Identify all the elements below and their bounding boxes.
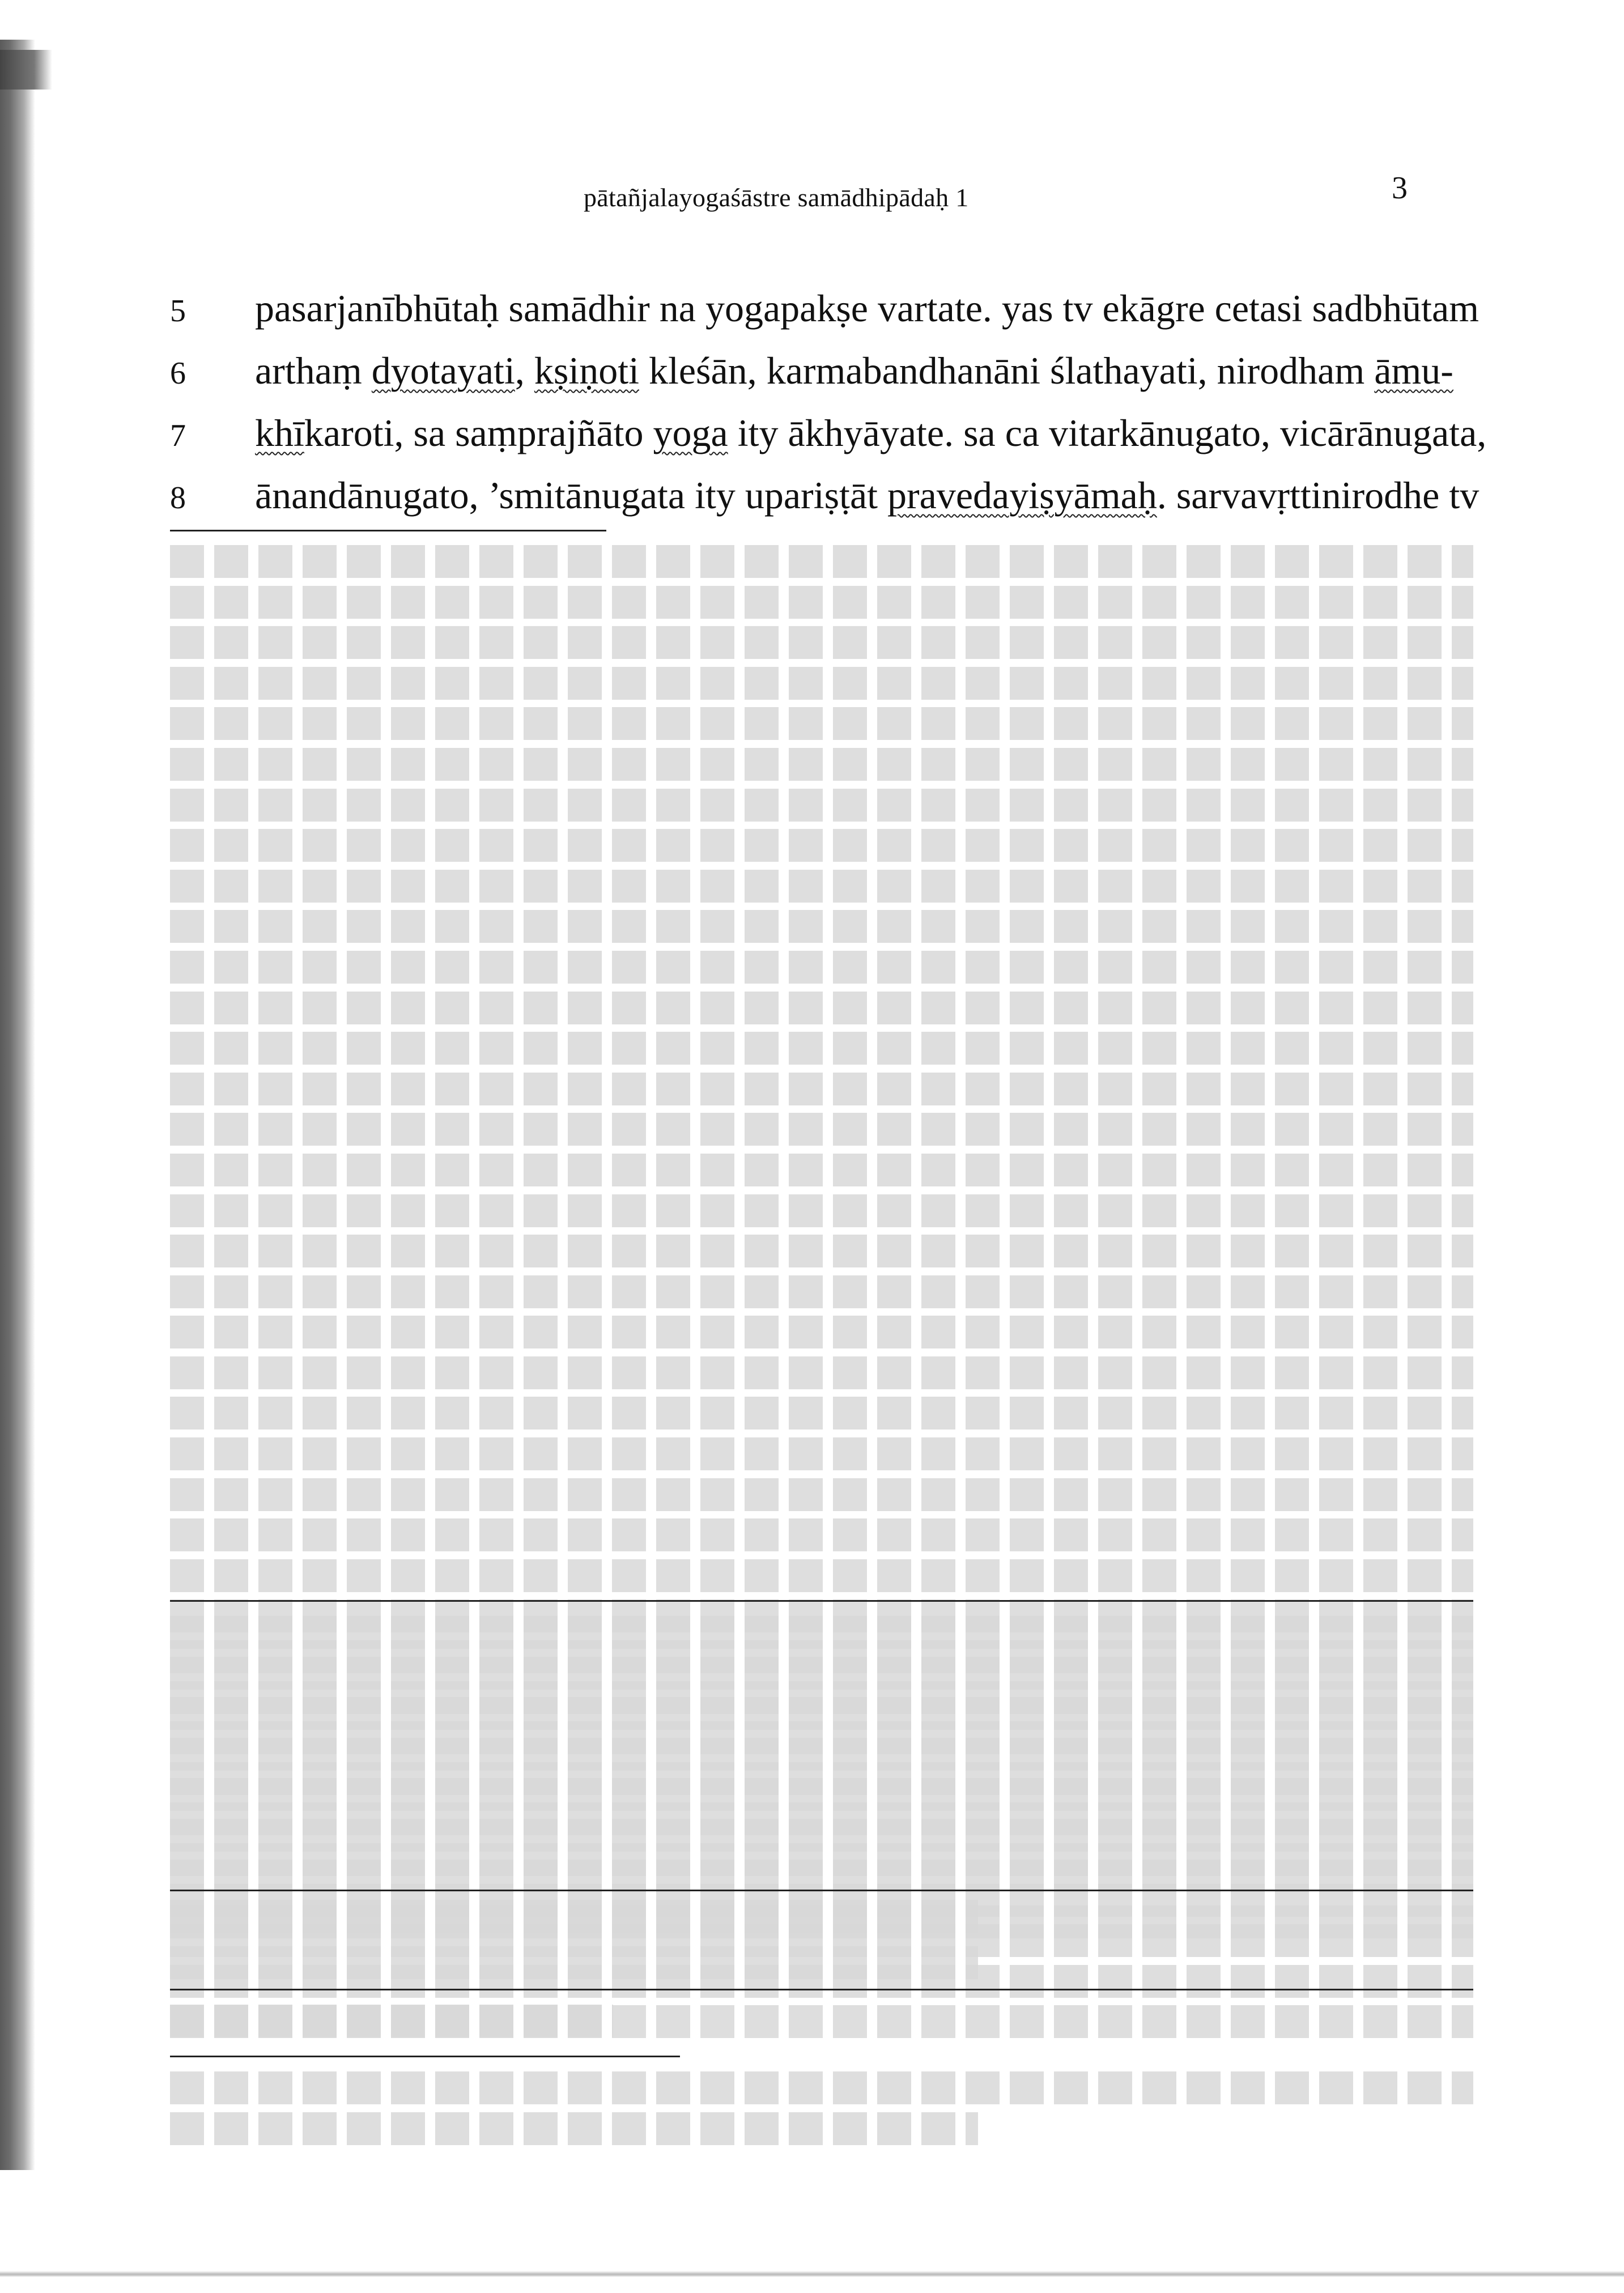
similia-apparatus [170,2005,1473,2045]
scan-edge-tab [0,50,52,90]
apparatus-line-placeholder [170,1154,1473,1186]
apparatus-line-placeholder [170,2005,613,2037]
text-segment: karoti, sa saṃprajñāto [304,411,653,454]
apparatus-separator-rule [170,1989,1473,1990]
edition-notes-apparatus [170,1905,1473,1986]
apparatus-line-placeholder [170,1657,1473,1690]
apparatus-line-placeholder [170,1559,1473,1592]
apparatus-line-placeholder [170,545,1473,578]
apparatus-line-placeholder [170,1073,1473,1105]
apparatus-line-placeholder [170,1032,1473,1065]
apparatus-separator-rule [170,1890,1473,1891]
text-segment: . sarvavṛttinirodhe tv [1157,474,1480,517]
main-text-block [170,286,1487,535]
testimonia-apparatus [170,1616,1473,1941]
apparatus-line-placeholder [170,1194,1473,1227]
apparatus-line-placeholder [170,951,1473,984]
main-text-content [255,411,1486,456]
apparatus-line-placeholder [170,1819,1473,1852]
apparatus-separator-rule [170,530,606,531]
apparatus-line-placeholder [170,1356,1473,1389]
wavy-underlined-word: kṣiṇoti [534,349,639,392]
apparatus-line-placeholder [170,2071,1473,2104]
apparatus-separator-rule [170,1600,1473,1602]
apparatus-line-placeholder [170,1275,1473,1308]
line-number: 8 [170,480,186,516]
apparatus-line-placeholder [170,667,1473,700]
apparatus-line-placeholder [170,829,1473,862]
wavy-underlined-word: khī [255,411,304,454]
apparatus-line-placeholder [170,1778,1473,1811]
folio-break-apparatus [170,2071,1473,2152]
apparatus-line-placeholder [170,1905,1473,1938]
running-head: pātañjalayogaśāstre samādhipādaḥ 1 [584,183,969,212]
text-segment: ity ākhyāyate. sa ca vitarkānugato, vicārānugata, [728,411,1487,454]
apparatus-line-placeholder [170,1697,1473,1730]
apparatus-line-placeholder [170,707,1473,740]
apparatus-line-placeholder [170,1235,1473,1267]
scan-edge-shadow [0,40,35,2170]
apparatus-line-placeholder [170,626,1473,659]
line-number: 7 [170,418,186,453]
text-segment: pasarjanībhūtaḥ samādhir na yogapakṣe vartate. yas tv ekāgre cetasi sadbhūtam [255,287,1480,330]
main-text-line [170,411,1487,473]
text-segment: ānandānugato, ’smitānugata ity upariṣṭāt [255,474,888,517]
wavy-underlined-word: yoga [653,411,728,454]
apparatus-line-placeholder [170,992,1473,1024]
apparatus-line-placeholder [170,1616,1473,1649]
main-text-line [170,286,1480,348]
apparatus-separator-rule [170,2056,680,2057]
apparatus-line-placeholder [170,748,1473,781]
text-segment: , [515,349,534,392]
main-text-line [170,473,1480,535]
text-segment: arthaṃ [255,349,372,392]
line-number: 6 [170,356,186,391]
wavy-underlined-word: āmu- [1374,349,1453,392]
wavy-underlined-word: dyotayati [371,349,515,392]
apparatus-line-placeholder [170,870,1473,903]
main-text-content [255,473,1479,518]
apparatus-line-placeholder [170,1946,978,1979]
apparatus-line-placeholder [170,910,1473,943]
page-number: 3 [1392,171,1408,206]
apparatus-line-placeholder [170,1860,1473,1892]
main-text-line [170,348,1473,411]
main-text-content [255,286,1479,331]
apparatus-line-placeholder [170,1478,1473,1511]
apparatus-line-placeholder [170,1113,1473,1146]
apparatus-line-placeholder [170,1397,1473,1430]
apparatus-line-placeholder [170,1316,1473,1348]
text-segment: kleśān, karmabandhanāni ślathayati, nirodham [639,349,1375,392]
apparatus-line-placeholder [170,1437,1473,1470]
wavy-underlined-word: pravedayiṣyāmaḥ [887,474,1157,517]
apparatus-line-placeholder [170,586,1473,619]
scan-bottom-edge [0,2271,1624,2277]
apparatus-line-placeholder [170,1738,1473,1771]
apparatus-line-placeholder [170,1518,1473,1551]
apparatus-line-placeholder [170,2112,978,2145]
main-text-content [255,348,1453,393]
apparatus-line-placeholder [170,789,1473,822]
line-number: 5 [170,293,186,329]
